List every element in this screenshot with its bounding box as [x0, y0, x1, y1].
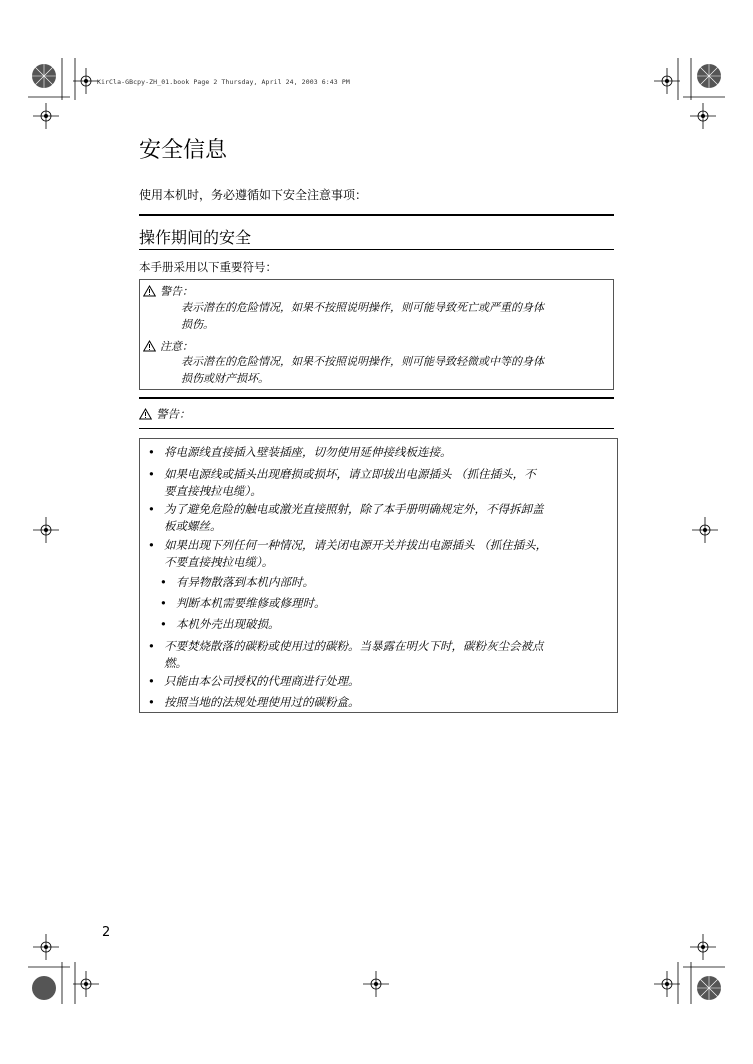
bullet-marker: • — [148, 674, 155, 688]
registration-mark-icon — [33, 517, 59, 543]
warning-item-line: 板或螺丝。 — [164, 519, 222, 533]
registration-mark-icon — [33, 934, 59, 960]
registration-mark-icon — [73, 68, 99, 94]
warning-item-line: 只能由本公司授权的代理商进行处理。 — [164, 674, 360, 688]
bullet-marker: • — [148, 502, 155, 516]
symbol-legend-box — [139, 279, 614, 390]
warning-item-line: 判断本机需要维修或修理时。 — [176, 596, 326, 610]
warning-item-line: 将电源线直接插入壁装插座，切勿使用延伸接线板连接。 — [164, 445, 452, 459]
bullet-marker: • — [160, 596, 167, 610]
registration-mark-icon — [363, 971, 389, 997]
registration-mark-icon — [692, 517, 718, 543]
bullet-marker: • — [148, 639, 155, 653]
warning-top-rule — [139, 397, 614, 399]
intro-text: 使用本机时，务必遵循如下安全注意事项： — [139, 188, 368, 202]
registration-mark-icon — [690, 103, 716, 129]
corner-target-icon — [694, 973, 724, 1003]
page-title: 安全信息 — [139, 138, 228, 163]
registration-mark-icon — [33, 103, 59, 129]
warning-item-line: 有异物散落到本机内部时。 — [176, 575, 314, 589]
print-header-info: KirCla-GBcpy-ZH_01.book Page 2 Thursday, April 24, 2003 6:43 PM — [97, 78, 350, 86]
section-top-rule — [139, 214, 614, 216]
legend-warning-line: 表示潜在的危险情况，如果不按照说明操作，则可能导致死亡或严重的身体 — [181, 301, 544, 314]
warning-item-line: 按照当地的法规处理使用过的碳粉盒。 — [164, 695, 360, 709]
caution-triangle-icon — [143, 340, 156, 352]
corner-target-icon — [694, 61, 724, 91]
registration-mark-icon — [654, 68, 680, 94]
registration-mark-icon — [690, 934, 716, 960]
warning-triangle-icon — [139, 408, 152, 420]
bullet-marker: • — [160, 575, 167, 589]
registration-mark-icon — [73, 971, 99, 997]
registration-mark-icon — [654, 971, 680, 997]
bullet-marker: • — [148, 538, 155, 552]
warning-heading — [139, 406, 191, 422]
corner-target-icon — [29, 61, 59, 91]
section-bottom-rule — [139, 249, 614, 250]
warning-heading-text: 警告： — [156, 407, 191, 421]
warning-bottom-rule — [139, 428, 614, 429]
legend-caution-description — [181, 353, 601, 387]
section-heading: 操作期间的安全 — [139, 228, 252, 247]
bullet-marker: • — [148, 445, 155, 459]
legend-caution-label-text: 注意： — [160, 340, 193, 353]
warning-item-line: 不要直接拽拉电缆）。 — [164, 555, 274, 569]
legend-warning-line: 损伤。 — [181, 318, 214, 331]
warning-item-line: 燃。 — [164, 656, 187, 670]
legend-warning-label — [143, 283, 193, 299]
warning-item-line: 如果出现下列任何一种情况，请关闭电源开关并拔出电源插头 （抓住插头， — [164, 538, 548, 552]
warning-item-line: 要直接拽拉电缆）。 — [164, 484, 262, 498]
warning-triangle-icon — [143, 285, 156, 297]
legend-warning-label-text: 警告： — [160, 285, 193, 298]
warning-item-line: 为了避免危险的触电或激光直接照射，除了本手册明确规定外，不得拆卸盖 — [164, 502, 544, 516]
legend-caution-label — [143, 338, 193, 354]
legend-warning-description — [181, 299, 601, 333]
legend-caution-line: 损伤或财产损坏。 — [181, 372, 269, 385]
bullet-marker: • — [148, 467, 155, 481]
warning-item-line: 本机外壳出现破损。 — [176, 617, 280, 631]
corner-target-icon — [29, 973, 59, 1003]
warning-item-line: 如果电源线或插头出现磨损或损坏，请立即拔出电源插头 （抓住插头，不 — [164, 467, 536, 481]
warning-item-line: 不要焚烧散落的碳粉或使用过的碳粉。当暴露在明火下时，碳粉灰尘会被点 — [164, 639, 544, 653]
symbols-intro-text: 本手册采用以下重要符号： — [139, 260, 277, 274]
page-number: 2 — [102, 925, 111, 940]
bullet-marker: • — [148, 695, 155, 709]
legend-caution-line: 表示潜在的危险情况，如果不按照说明操作，则可能导致轻微或中等的身体 — [181, 355, 544, 368]
warning-list-box — [139, 438, 618, 713]
bullet-marker: • — [160, 617, 167, 631]
